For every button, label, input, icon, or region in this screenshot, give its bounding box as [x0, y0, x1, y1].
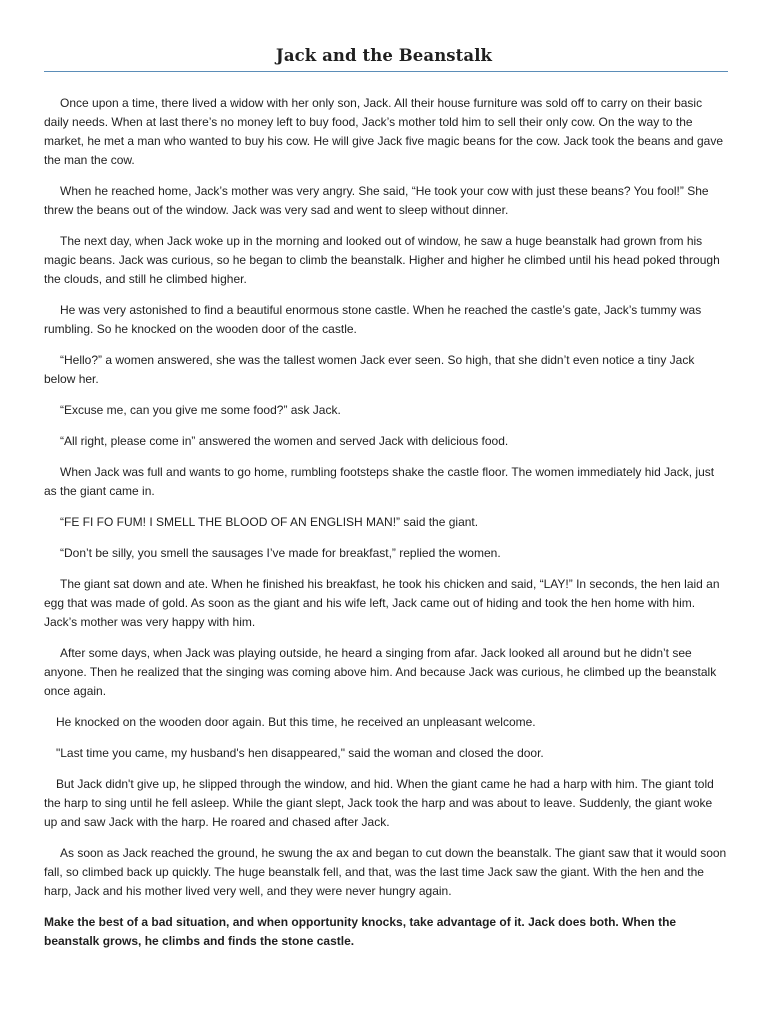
paragraph-5: “Hello?” a women answered, she was the tallest women Jack ever seen. So high, that she didn’t even notice a tiny Jack below her.: [44, 353, 695, 386]
paragraph-4: He was very astonished to find a beautiful enormous stone castle. When he reached the castle’s gate, Jack’s tummy was rumbling. So he knocked on the wooden door of the castle.: [44, 303, 702, 336]
paragraph-8: When Jack was full and wants to go home, rumbling footsteps shake the castle floor. The women immediately hid Jack, just as the giant came in.: [44, 465, 715, 498]
page-title: Jack and the Beanstalk: [275, 46, 493, 65]
paragraph-1: Once upon a time, there lived a widow with her only son, Jack. All their house furniture was sold off to carry on their basic daily needs. When at last there’s no money left to buy food, Jack’s mother told him to sell their only cow. On the way to the market, he met a man who wanted to buy his cow. He will give Jack five magic beans for the cow. Jack took the beans and gave the man the cow.: [44, 96, 724, 167]
paragraph-14: "Last time you came, my husband's hen disappeared," said the woman and closed the door.: [56, 746, 544, 760]
paragraph-15: But Jack didn't give up, he slipped through the window, and hid. When the giant came he had a harp with him. The giant told the harp to sing until he fell asleep. While the giant slept, Jack took the harp and was about to leave. Suddenly, the giant woke up and saw Jack with the harp. He roared and chased after Jack.: [44, 777, 714, 829]
paragraph-13: He knocked on the wooden door again. But this time, he received an unpleasant welcome.: [56, 715, 536, 729]
paragraph-6: “Excuse me, can you give me some food?” ask Jack.: [60, 403, 341, 417]
paragraph-10: “Don’t be silly, you smell the sausages I’ve made for breakfast,” replied the women.: [60, 546, 501, 560]
paragraph-12: After some days, when Jack was playing outside, he heard a singing from afar. Jack looked all around but he didn’t see anyone. Then he realized that the singing was coming above him. And because Jack was curious, he climbed up the beanstalk once again.: [44, 646, 717, 698]
paragraph-2: When he reached home, Jack’s mother was very angry. She said, “He took your cow with just these beans? You fool!” She threw the beans out of the window. Jack was very sad and went to sleep without dinner.: [44, 184, 709, 217]
moral-statement: Make the best of a bad situation, and when opportunity knocks, take advantage of it. Jack does both. When the beanstalk grows, he climbs and finds the stone castle.: [44, 915, 677, 948]
title-divider: [44, 71, 728, 72]
paragraph-9: “FE FI FO FUM! I SMELL THE BLOOD OF AN ENGLISH MAN!” said the giant.: [60, 515, 479, 529]
paragraph-11: The giant sat down and ate. When he finished his breakfast, he took his chicken and said, “LAY!” In seconds, the hen laid an egg that was made of gold. As soon as the giant and his wife left, Jack came out of hiding and took the hen home with him. Jack’s mother was very happy with him.: [44, 577, 720, 629]
paragraph-3: The next day, when Jack woke up in the morning and looked out of window, he saw a huge beanstalk had grown from his magic beans. Jack was curious, so he began to climb the beanstalk. Higher and higher he climbed until his head poked through the clouds, and still he climbed higher.: [44, 234, 720, 286]
paragraph-16: As soon as Jack reached the ground, he swung the ax and began to cut down the beanstalk. The giant saw that it would soon fall, so climbed back up quickly. The huge beanstalk fell, and that, was the last time Jack saw the giant. With the hen and the harp, Jack and his mother lived very well, and they were never hungry again.: [44, 846, 727, 898]
paragraph-7: “All right, please come in” answered the women and served Jack with delicious food.: [60, 434, 509, 448]
story-body: [44, 94, 728, 963]
